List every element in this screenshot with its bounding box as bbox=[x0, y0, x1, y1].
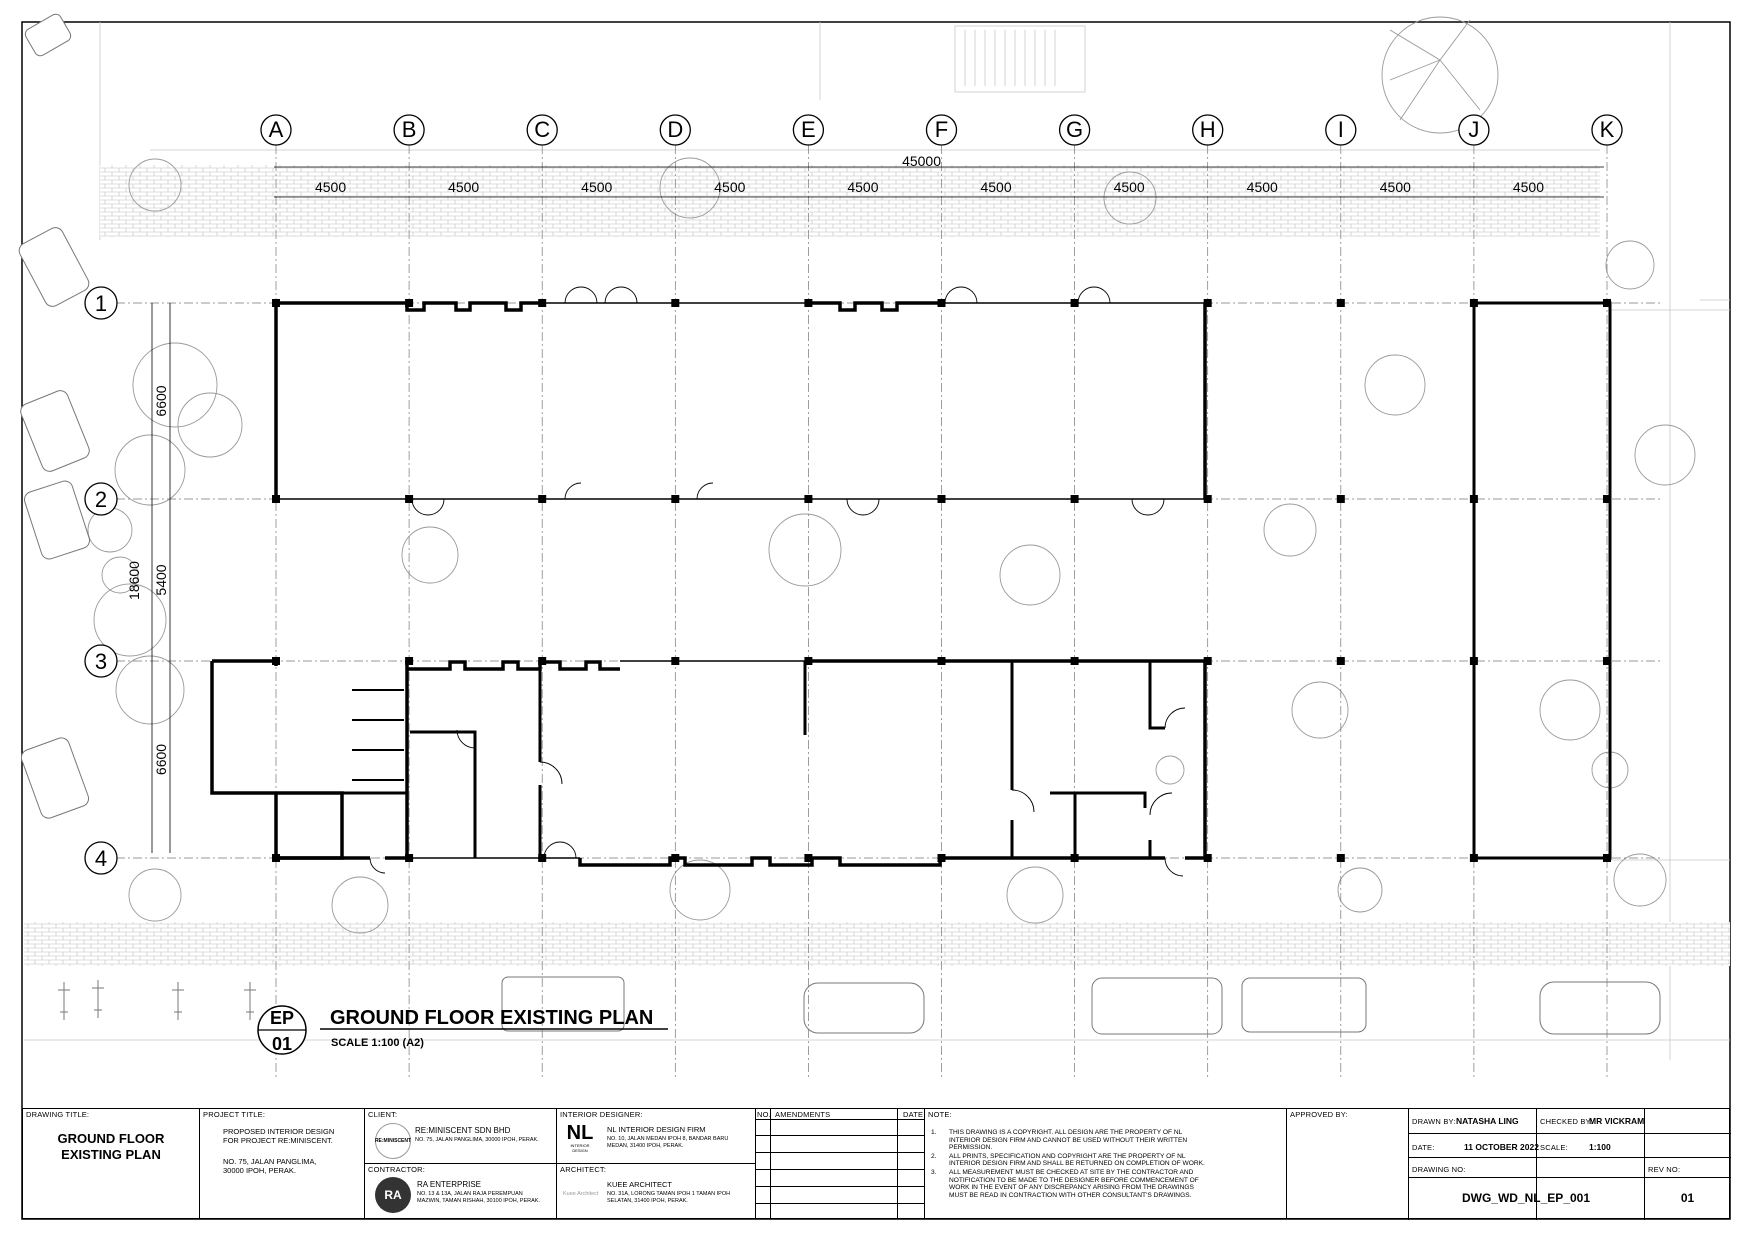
drawing-title-label: DRAWING TITLE: bbox=[26, 1110, 90, 1119]
column-H-3 bbox=[1204, 657, 1212, 665]
grid-bubble-D bbox=[660, 115, 690, 145]
contractor-name: RA ENTERPRISE bbox=[417, 1180, 482, 1189]
note-item bbox=[931, 1169, 1281, 1199]
dimension-labels bbox=[126, 153, 1544, 775]
bay-dimension: 4500 bbox=[1512, 179, 1545, 195]
column-C-4 bbox=[538, 854, 546, 862]
column-A-2 bbox=[272, 495, 280, 503]
grid-label-A: A bbox=[268, 117, 284, 142]
grid-bubble-H bbox=[1193, 115, 1223, 145]
column-A-4 bbox=[272, 854, 280, 862]
column-B-3 bbox=[405, 657, 413, 665]
grid-label-J: J bbox=[1468, 117, 1480, 142]
note-text: THIS DRAWING IS A COPYRIGHT. ALL DESIGN ARE THE PROPERTY OF NL INTERIOR DESIGN FIRM AND CANNOT BE USED WITHOUT THEIR WRITTEN PERMISSION. bbox=[949, 1129, 1188, 1152]
rev-no-label: REV NO: bbox=[1648, 1165, 1681, 1174]
interior-designer-address: NO. 10, JALAN MEDAN IPOH 8, BANDAR BARU MEDAN, 31400 IPOH, PERAK. bbox=[607, 1136, 729, 1149]
grid-bubble-B bbox=[394, 115, 424, 145]
grid-label-F: F bbox=[934, 117, 949, 142]
bay-dimension: 4500 bbox=[714, 179, 746, 195]
grid-label-C: C bbox=[534, 117, 551, 142]
grid-label-I: I bbox=[1337, 117, 1344, 142]
column-A-1 bbox=[272, 299, 280, 307]
amendments-label: AMENDMENTS bbox=[775, 1110, 831, 1119]
checked-by-label: CHECKED BY: bbox=[1540, 1117, 1593, 1126]
note-number: 3. bbox=[931, 1168, 937, 1176]
column-J-4 bbox=[1470, 854, 1478, 862]
grid-bubble-row-1 bbox=[85, 287, 117, 319]
column-K-4 bbox=[1603, 854, 1611, 862]
note-item bbox=[931, 1129, 1281, 1152]
scale-value: 1:100 bbox=[1589, 1142, 1611, 1152]
column-K-3 bbox=[1603, 657, 1611, 665]
architect-logo: Kuee Architect bbox=[563, 1191, 599, 1197]
column-I-4 bbox=[1337, 854, 1345, 862]
note-label: NOTE: bbox=[928, 1110, 952, 1119]
column-F-3 bbox=[938, 657, 946, 665]
row-dimension: 6600 bbox=[153, 385, 169, 417]
notes-list bbox=[931, 1129, 1281, 1200]
column-F-4 bbox=[938, 854, 946, 862]
column-H-2 bbox=[1204, 495, 1212, 503]
column-I-3 bbox=[1337, 657, 1345, 665]
drawn-by-value: NATASHA LING bbox=[1456, 1116, 1519, 1126]
row-dimension: 6600 bbox=[153, 743, 169, 776]
column-B-2 bbox=[405, 495, 413, 503]
grid-bubble-I bbox=[1326, 115, 1356, 145]
title-block bbox=[22, 1108, 1730, 1219]
column-G-3 bbox=[1071, 657, 1079, 665]
interior-designer-label: INTERIOR DESIGNER: bbox=[560, 1110, 643, 1119]
column-E-4 bbox=[804, 854, 812, 862]
architect-name: KUEE ARCHITECT bbox=[607, 1180, 673, 1189]
column-J-3 bbox=[1470, 657, 1478, 665]
bay-dimension: 4500 bbox=[1113, 179, 1145, 195]
column-D-3 bbox=[671, 657, 679, 665]
interior-designer-name: NL INTERIOR DESIGN FIRM bbox=[607, 1125, 706, 1134]
grid-bubble-J bbox=[1459, 115, 1489, 145]
column-F-1 bbox=[938, 299, 946, 307]
drawing-no-value: DWG_WD_NL_EP_001 bbox=[1461, 1191, 1591, 1205]
bay-dimension: 4500 bbox=[448, 179, 480, 195]
grid-label-row-4: 4 bbox=[94, 846, 108, 871]
walkway-top bbox=[100, 165, 1600, 237]
column-C-3 bbox=[538, 657, 546, 665]
drawing-label-title: GROUND FLOOR EXISTING PLAN bbox=[330, 1007, 654, 1029]
column-G-1 bbox=[1071, 299, 1079, 307]
column-B-4 bbox=[405, 854, 413, 862]
grid-bubble-A bbox=[261, 115, 291, 145]
column-E-2 bbox=[804, 495, 812, 503]
date-value: 11 OCTOBER 2022 bbox=[1464, 1142, 1539, 1152]
bay-dimension: 4500 bbox=[847, 179, 879, 195]
column-E-3 bbox=[804, 657, 812, 665]
client-address: NO. 75, JALAN PANGLIMA, 30000 IPOH, PERAK. bbox=[415, 1137, 539, 1143]
column-I-1 bbox=[1337, 299, 1345, 307]
grid-label-row-1: 1 bbox=[94, 291, 108, 316]
scale-label: SCALE: bbox=[1540, 1143, 1568, 1152]
rev-no-value: 01 bbox=[1680, 1191, 1695, 1205]
grid-bubble-row-4 bbox=[85, 842, 117, 874]
grid-label-row-2: 2 bbox=[94, 487, 108, 512]
column-F-2 bbox=[938, 495, 946, 503]
grid-bubble-F bbox=[927, 115, 957, 145]
note-text: ALL MEASUREMENT MUST BE CHECKED AT SITE BY THE CONTRACTOR AND NOTIFICATION TO BE MADE TO THE DESIGNER BEFORE COMMENCEMENT OF WORK IN THE EVENT OF ANY DISCREPANCY ARISING FROM THE DRAWINGS MUST BE READ IN CONTRACTION WITH OTHER CONSULTANT'S DRAWINGS. bbox=[949, 1168, 1199, 1199]
bay-dimension: 4500 bbox=[1246, 179, 1278, 195]
bay-dimension: 4500 bbox=[314, 179, 347, 195]
contractor-label: CONTRACTOR: bbox=[368, 1165, 426, 1174]
client-label: CLIENT: bbox=[368, 1110, 398, 1119]
grid-bubble-G bbox=[1060, 115, 1090, 145]
client-logo: RE:MINISCENT bbox=[375, 1123, 411, 1159]
column-C-2 bbox=[538, 495, 546, 503]
checked-by-value: MR VICKRAM bbox=[1589, 1116, 1645, 1126]
overall-dimension: 45000 bbox=[902, 153, 942, 169]
column-G-2 bbox=[1071, 495, 1079, 503]
column-H-4 bbox=[1204, 854, 1212, 862]
grid-label-B: B bbox=[401, 117, 417, 142]
column-D-2 bbox=[671, 495, 679, 503]
column-E-1 bbox=[804, 299, 812, 307]
project-title: PROPOSED INTERIOR DESIGN FOR PROJECT RE:MINISCENT. bbox=[223, 1127, 335, 1145]
no-label: NO. bbox=[757, 1110, 771, 1119]
bay-dimension: 4500 bbox=[581, 179, 613, 195]
column-H-1 bbox=[1204, 299, 1212, 307]
client-name: RE:MINISCENT SDN BHD bbox=[415, 1126, 511, 1135]
interior-designer-logo: NL INTERIOR DESIGN bbox=[566, 1122, 594, 1153]
motorcycles bbox=[58, 980, 256, 1020]
overall-row-dimension: 18600 bbox=[126, 561, 142, 600]
drawing-no-label: DRAWING NO: bbox=[1412, 1165, 1466, 1174]
grid-label-D: D bbox=[667, 117, 684, 142]
bay-dimension: 4500 bbox=[980, 179, 1012, 195]
architect-address: NO. 31A, LORONG TAMAN IPOH 1 TAMAN IPOH SELATAN, 31400 IPOH, PERAK. bbox=[607, 1191, 731, 1204]
column-J-2 bbox=[1470, 495, 1478, 503]
column-K-1 bbox=[1603, 299, 1611, 307]
grid-label-H: H bbox=[1199, 117, 1216, 142]
grid-bubble-row-2 bbox=[85, 483, 117, 515]
grid-label-G: G bbox=[1066, 117, 1084, 142]
contractor-address: NO. 13 & 13A, JALAN RAJA PEREMPUAN MAZWIN, TAMAN RISHAH, 30100 IPOH, PERAK. bbox=[417, 1191, 540, 1204]
column-D-4 bbox=[671, 854, 679, 862]
column-G-4 bbox=[1071, 854, 1079, 862]
note-number: 2. bbox=[931, 1152, 937, 1160]
project-address: NO. 75, JALAN PANGLIMA, 30000 IPOH, PERAK. bbox=[223, 1157, 317, 1175]
bay-dimension: 4500 bbox=[1379, 179, 1411, 195]
column-J-1 bbox=[1470, 299, 1478, 307]
date-column-label: DATE bbox=[903, 1110, 924, 1119]
grid-bubble-K bbox=[1592, 115, 1622, 145]
grid-label-row-3: 3 bbox=[94, 649, 108, 674]
building-j-k bbox=[1474, 303, 1610, 858]
drawing-label-code: EP bbox=[269, 1008, 295, 1028]
grid-label-K: K bbox=[1599, 117, 1615, 142]
row-dimension: 5400 bbox=[153, 564, 169, 596]
grid-bubble-E bbox=[793, 115, 823, 145]
column-K-2 bbox=[1603, 495, 1611, 503]
approved-by-label: APPROVED BY: bbox=[1290, 1110, 1348, 1119]
architect-label: ARCHITECT: bbox=[560, 1165, 607, 1174]
drawing-title: GROUND FLOOR EXISTING PLAN bbox=[57, 1131, 165, 1162]
note-text: ALL PRINTS, SPECIFICATION AND COPYRIGHT ARE THE PROPERTY OF NL INTERIOR DESIGN FIRM AND SHALL BE RETURNED ON COMPLETION OF WORK. bbox=[949, 1152, 1205, 1168]
building-walls bbox=[212, 303, 1205, 865]
column-B-1 bbox=[405, 299, 413, 307]
drawn-by-label: DRAWN BY: bbox=[1412, 1117, 1456, 1126]
note-item bbox=[931, 1153, 1281, 1168]
trees bbox=[88, 17, 1695, 933]
column-A-3 bbox=[272, 657, 280, 665]
project-title-label: PROJECT TITLE: bbox=[203, 1110, 266, 1119]
contractor-logo: RA bbox=[375, 1177, 411, 1213]
grid-bubble-row-3 bbox=[85, 645, 117, 677]
drawing-label-scale: SCALE 1:100 (A2) bbox=[331, 1037, 424, 1049]
column-D-1 bbox=[671, 299, 679, 307]
grid-bubble-C bbox=[527, 115, 557, 145]
drawing-label-number: 01 bbox=[271, 1034, 293, 1054]
date-label: DATE: bbox=[1412, 1143, 1435, 1152]
grid-label-E: E bbox=[801, 117, 816, 142]
column-C-1 bbox=[538, 299, 546, 307]
column-I-2 bbox=[1337, 495, 1345, 503]
door-swings bbox=[370, 287, 1185, 876]
note-number: 1. bbox=[931, 1129, 937, 1136]
